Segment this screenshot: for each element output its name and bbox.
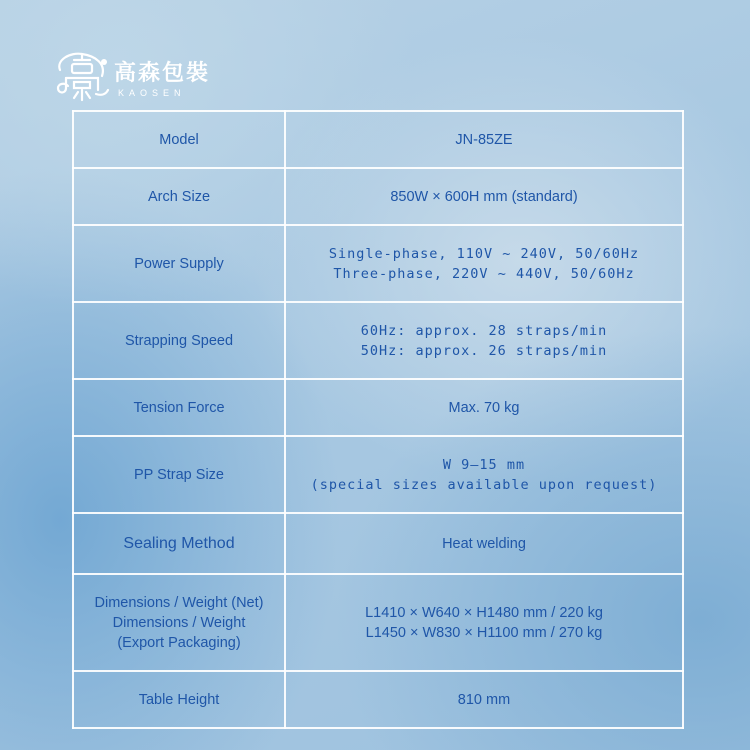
row-label: Strapping Speed — [73, 302, 285, 379]
row-value: 810 mm — [285, 671, 683, 728]
table-row-pp-strap-size — [73, 436, 683, 513]
row-label: PP Strap Size — [73, 436, 285, 513]
table-row-sealing-method — [73, 513, 683, 574]
row-label: Tension Force — [73, 379, 285, 436]
table-row-tension-force — [73, 379, 683, 436]
table-row-model — [73, 111, 683, 168]
row-label: Dimensions / Weight (Net) Dimensions / Weight (Export Packaging) — [73, 574, 285, 671]
row-label: Power Supply — [73, 225, 285, 302]
table-row-strapping-speed — [73, 302, 683, 379]
row-label: Model — [73, 111, 285, 168]
table-row-power-supply — [73, 225, 683, 302]
brand-name-cn: 高森包裝 — [114, 61, 211, 86]
row-label: Sealing Method — [73, 513, 285, 574]
spec-table — [72, 110, 684, 729]
table-row-dimensions-weight — [73, 574, 683, 671]
row-value: L1410 × W640 × H1480 mm / 220 kg L1450 × W830 × H1100 mm / 270 kg — [285, 574, 683, 671]
brand-logo — [52, 48, 252, 104]
row-value: Heat welding — [285, 513, 683, 574]
row-value: 850W × 600H mm (standard) — [285, 168, 683, 225]
row-value: JN-85ZE — [285, 111, 683, 168]
row-label: Arch Size — [73, 168, 285, 225]
kaosen-logo-icon — [52, 50, 112, 102]
row-value: Max. 70 kg — [285, 379, 683, 436]
row-value: Single-phase, 110V ~ 240V, 50/60Hz Three-phase, 220V ~ 440V, 50/60Hz — [285, 225, 683, 302]
brand-name-en: KAOSEN — [118, 88, 186, 98]
table-row-arch-size — [73, 168, 683, 225]
row-label: Table Height — [73, 671, 285, 728]
table-row-table-height — [73, 671, 683, 728]
row-value: W 9–15 mm (special sizes available upon request) — [285, 436, 683, 513]
row-value: 60Hz: approx. 28 straps/min 50Hz: approx. 26 straps/min — [285, 302, 683, 379]
